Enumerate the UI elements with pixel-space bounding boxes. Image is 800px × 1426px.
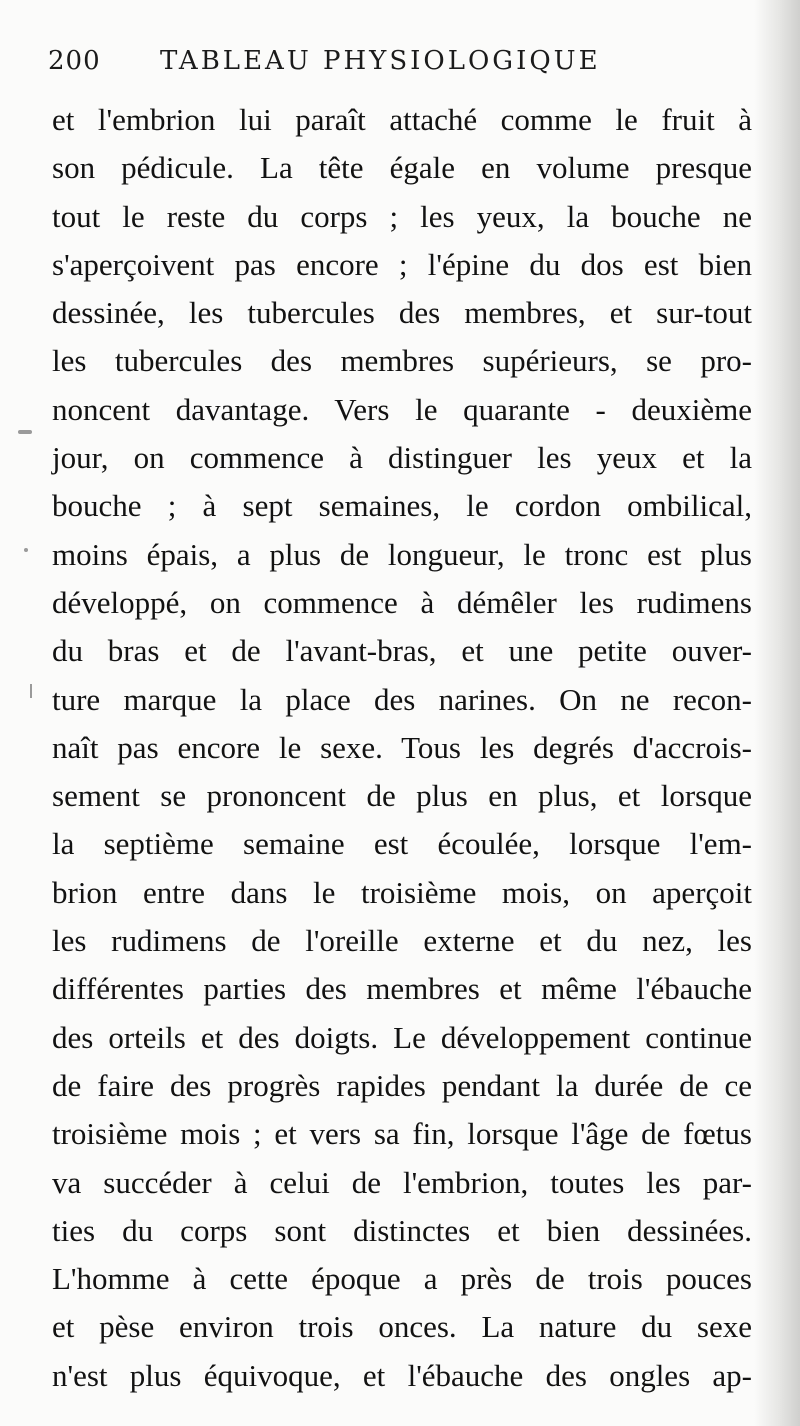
margin-mark <box>30 684 32 698</box>
page-number: 200 <box>48 46 101 76</box>
text-line: ture marque la place des narines. On ne recon- <box>52 681 752 717</box>
margin-mark <box>18 430 32 434</box>
text-line: et l'embrion lui paraît attaché comme le fruit à <box>52 102 752 137</box>
page-header <box>42 40 682 80</box>
text-line: troisième mois ; et vers sa fin, lorsque l'âge de fœtus <box>52 1116 752 1152</box>
text-line: n'est plus équivoque, et l'ébauche des ongles ap- <box>52 1357 752 1393</box>
text-line: noncent davantage. Vers le quarante - deuxième <box>52 391 752 427</box>
text-line: les rudimens de l'oreille externe et du nez, les <box>52 923 752 959</box>
text-line: son pédicule. La tête égale en volume presque <box>52 150 752 186</box>
running-title: TABLEAU PHYSIOLOGIQUE <box>160 46 601 76</box>
text-line: la septième semaine est écoulée, lorsque l'em- <box>52 826 752 862</box>
text-line: sement se prononcent de plus en plus, et lorsque <box>52 778 752 814</box>
text-line: jour, on commence à distinguer les yeux et la <box>52 440 752 476</box>
text-line: ties du corps sont distinctes et bien dessinées. <box>52 1212 752 1248</box>
text-line: bouche ; à sept semaines, le cordon ombilical, <box>52 488 752 524</box>
body-text <box>52 96 752 1400</box>
text-line: de faire des progrès rapides pendant la durée de ce <box>52 1067 752 1103</box>
text-line: des orteils et des doigts. Le développement continue <box>52 1019 752 1055</box>
text-line: naît pas encore le sexe. Tous les degrés d'accrois- <box>52 729 752 765</box>
text-line: va succéder à celui de l'embrion, toutes les par- <box>52 1164 752 1200</box>
text-line: les tubercules des membres supérieurs, se pro- <box>52 343 752 379</box>
text-line: dessinée, les tubercules des membres, et sur-tout <box>52 295 752 331</box>
text-line: différentes parties des membres et même l'ébauche <box>52 971 752 1007</box>
text-line: L'homme à cette époque a près de trois pouces <box>52 1261 752 1297</box>
text-line: développé, on commence à démêler les rudimens <box>52 584 752 620</box>
text-line: tout le reste du corps ; les yeux, la bouche ne <box>52 198 752 234</box>
text-line: du bras et de l'avant-bras, et une petite ouver- <box>52 633 752 669</box>
text-line: et pèse environ trois onces. La nature du sexe <box>52 1309 752 1345</box>
margin-mark <box>24 548 28 552</box>
text-line: brion entre dans le troisième mois, on aperçoit <box>52 874 752 910</box>
text-line: s'aperçoivent pas encore ; l'épine du dos est bien <box>52 246 752 282</box>
text-line: moins épais, a plus de longueur, le tronc est plus <box>52 536 752 572</box>
page-edge-shadow <box>754 0 800 1426</box>
